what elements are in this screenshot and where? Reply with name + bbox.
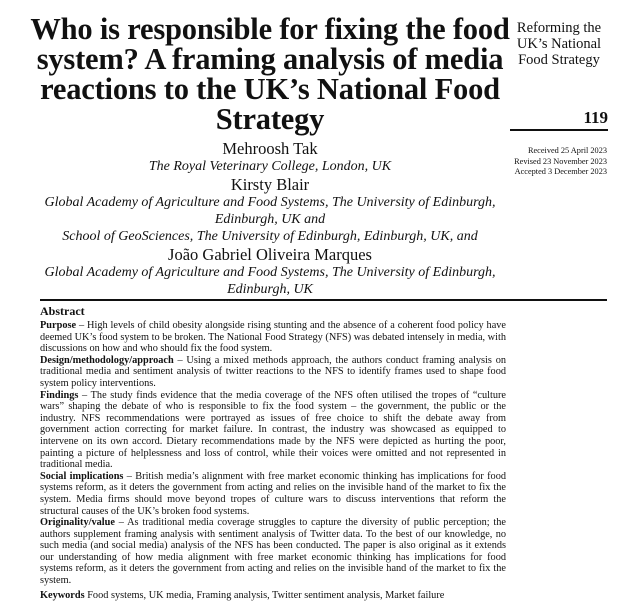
- abstract-purpose: [40, 320, 506, 355]
- running-head: Reforming the UK’s National Food Strategy: [516, 20, 602, 68]
- section-text: – British media’s alignment with free market economic thinking has implications for food systems reform, as it deters the government from acting and relies on the invisible hand of the market to fix the system. Media firms should move beyond tropes of culture wars to discuss interventions that reform the structural causes of the UK’s broken food systems.: [40, 470, 506, 517]
- abstract-findings: [40, 390, 506, 471]
- section-label: Originality/value: [40, 517, 115, 529]
- author-name: Kirsty Blair: [230, 175, 310, 194]
- author-affiliation: Global Academy of Agriculture and Food Systems, The University of Edinburgh, Edinburgh, UK: [44, 265, 496, 297]
- page-number-rule: [510, 129, 608, 131]
- abstract-originality: [40, 517, 506, 587]
- author-name: João Gabriel Oliveira Marques: [168, 245, 372, 264]
- abstract-social: [40, 471, 506, 517]
- section-text: – As traditional media coverage struggles to capture the diversity of public perception; the authors supplement framing analysis with sentiment analysis of Twitter data. To the best of our knowledge, no such media (and social media) analysis of the NFS has been conducted. The paper is also original as it extends our understanding of how media alignment with free market economic thinking has implications for food systems reform, as it deters the government from acting and relies on the invisible hand of the market to fix the system.: [40, 517, 506, 587]
- revised-date: Revised 23 November 2023: [514, 156, 607, 166]
- abstract: [40, 304, 506, 601]
- author-affiliation: School of GeoSciences, The University of Edinburgh, Edinburgh, UK, and: [62, 229, 478, 244]
- section-label: Design/methodology/approach: [40, 354, 174, 366]
- abstract-heading: Abstract: [40, 304, 85, 318]
- section-text: – The study finds evidence that the media coverage of the NFS often utilised the tropes of “culture wars” shaping the debate of who is responsible to fix the food system – the government, the public or the industry. NFS recommendations were portrayed as issues of free choice to shift the debate away from government action correcting for market failure. In contrast, the industry was showcased as equipped to intervene on its own accord. Dietary recommendations made by the NFS were depicted as hurting the poor, painting a picture of helplessness and loss of control, while their voices were omitted and not represented in traditional media.: [40, 389, 506, 471]
- submission-dates: [500, 146, 607, 178]
- section-text: – Using a mixed methods approach, the authors conduct framing analysis on traditional media and sentiment analysis of twitter reactions to the NFS to identify frames used to shape food system policy interventions.: [40, 354, 506, 389]
- received-date: Received 25 April 2023: [527, 146, 607, 155]
- keywords-label: Keywords: [40, 589, 85, 601]
- author-block: [40, 139, 500, 298]
- section-label: Social implications: [40, 470, 124, 482]
- abstract-keywords: [40, 590, 506, 602]
- author-name: Mehroosh Tak: [222, 139, 318, 158]
- section-label: Purpose: [40, 320, 77, 331]
- section-divider: [40, 299, 607, 301]
- author-affiliation: The Royal Veterinary College, London, UK: [148, 159, 392, 174]
- author-affiliation: Global Academy of Agriculture and Food Systems, The University of Edinburgh, Edinburgh, UK and: [44, 195, 496, 227]
- section-label: Findings: [40, 389, 79, 401]
- accepted-date: Accepted 3 December 2023: [514, 167, 607, 176]
- keywords-text: Food systems, UK media, Framing analysis, Twitter sentiment analysis, Market failure: [84, 589, 445, 601]
- abstract-design: [40, 355, 506, 390]
- section-text: – High levels of child obesity alongside rising stunting and the absence of a coherent food policy have deemed UK’s food system to be broken. The National Food Strategy (NFS) was debated intensely in media, with discussions on how and who should fix the food system.: [40, 320, 506, 355]
- article-title: Who is responsible for fixing the food system? A framing analysis of media reactions to the UK’s National Food Strategy: [30, 12, 510, 136]
- page-number: 119: [583, 108, 608, 127]
